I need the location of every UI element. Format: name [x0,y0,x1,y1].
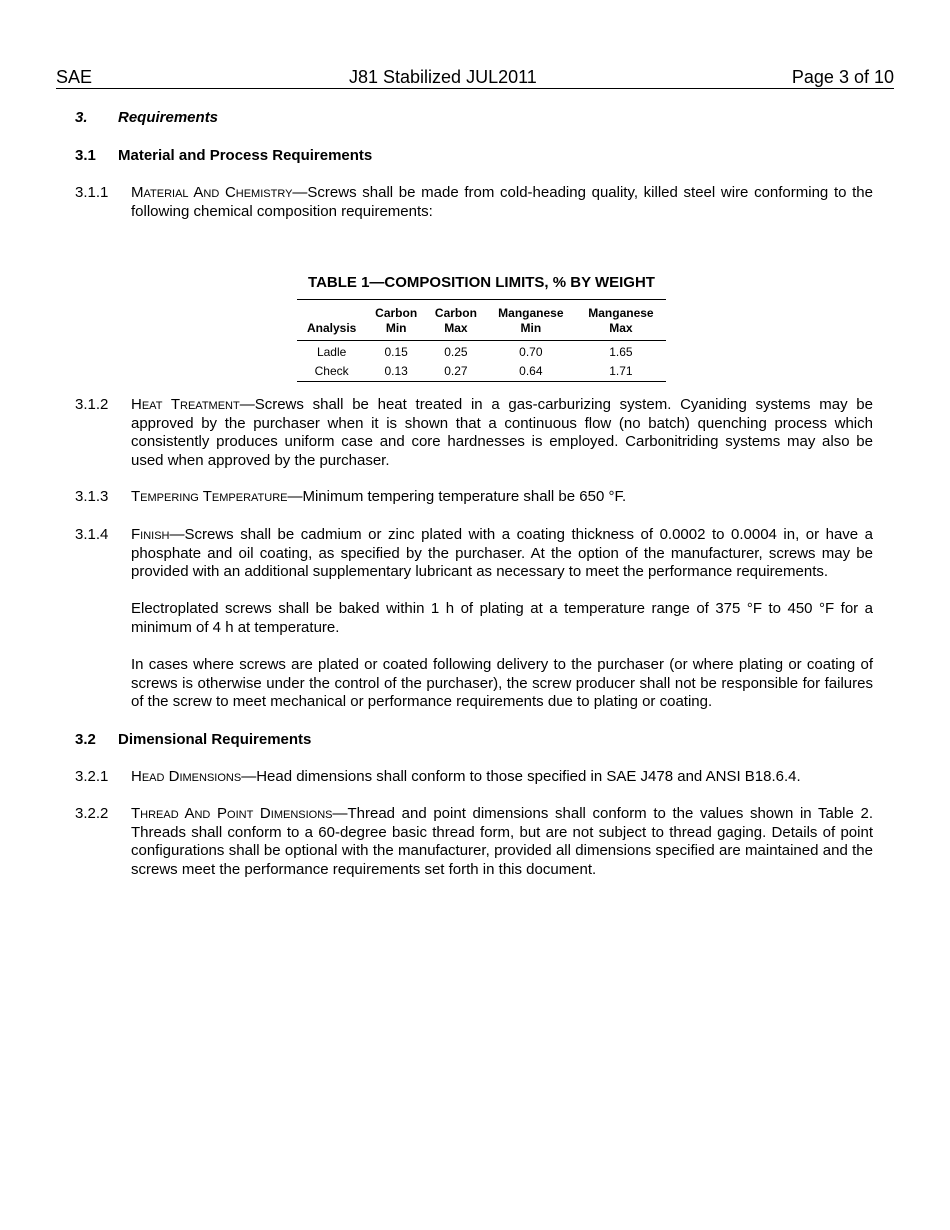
paragraph-heading: Head Dimensions [131,768,242,785]
table-cell: 0.64 [519,364,543,378]
paragraph-text: —Head dimensions shall conform to those specified in SAE J478 and ANSI B18.6.4. [241,768,801,785]
section-title: Material and Process Requirements [118,147,373,164]
paragraph-number: 3.2.2 [75,805,109,822]
paragraph-heading: Finish [131,526,170,543]
composition-table [297,299,666,382]
table-row [297,362,666,382]
section-title: Dimensional Requirements [118,731,312,748]
table-cell: 0.70 [519,345,543,359]
paragraph-body [131,805,873,879]
header-carbon-max: Carbon Max [426,300,486,341]
paragraph-plating-responsibility: In cases where screws are plated or coated following delivery to the purchaser (or where plating or coating of screws is otherwise under the control of the purchaser), the screw producer shall not be responsible for failures of the screw to meet mechanical or performance requirements due to plating or coating. [131,656,873,710]
paragraph-heading: Heat Treatment [131,396,240,413]
paragraph-3-2-2 [75,805,873,879]
table-row [297,341,666,363]
table-cell: 1.65 [609,345,633,359]
paragraph-text: —Screws shall be heat treated in a gas-carburizing system. Cyaniding systems may be approved by the purchaser when it is shown that a continuous flow (no batch) quenching process which consistently produces uniform case and core hardnesses is employed. Carbonitriding systems may also be used when approved by the purchaser. [131,396,873,469]
table-cell: 1.71 [609,364,633,378]
table-cell: 0.27 [444,364,468,378]
header-page-number: Page 3 of 10 [791,67,894,87]
paragraph-number: 3.1.4 [75,526,109,543]
paragraph-body [131,768,873,787]
table-cell: Check [314,364,349,378]
paragraph-body [131,526,873,582]
table-cell: 0.15 [384,345,408,359]
section-title: Requirements [118,109,219,126]
paragraph-3-1-3 [75,488,873,507]
paragraph-heading: Tempering Temperature [131,488,288,505]
header-manganese-max: Manganese Max [576,300,666,341]
paragraph-body [131,488,873,507]
section-number: 3. [75,109,88,126]
table-1-title: TABLE 1—COMPOSITION LIMITS, % BY WEIGHT [308,274,655,291]
paragraph-3-2-1 [75,768,873,787]
paragraph-number: 3.1.1 [75,184,109,201]
paragraph-number: 3.1.3 [75,488,109,505]
table-cell: 0.13 [384,364,408,378]
paragraph-text: —Screws shall be made from cold-heading quality, killed steel wire conforming to the following chemical composition requirements: [131,184,873,220]
paragraph-text: —Thread and point dimensions shall conform to the values shown in Table 2. Threads shall conform to a 60-degree basic thread form, but are not subject to thread gaging. Details of point configurations shall be optional with the manufacturer, provided all dimensions specified are maintained and the screws meet the performance requirements set forth in this document. [131,805,873,878]
paragraph-heading: Thread And Point Dimensions [131,805,333,822]
header-carbon-min: Carbon Min [366,300,426,341]
paragraph-text: —Minimum tempering temperature shall be 650 °F. [287,488,627,505]
paragraph-heading: Material And Chemistry [131,184,293,201]
header-doc-id: J81 Stabilized JUL2011 [349,67,537,87]
table-cell: Ladle [316,345,347,359]
paragraph-body [131,396,873,470]
header-manganese-min: Manganese Min [486,300,576,341]
table-header-row [297,300,666,341]
section-number: 3.1 [75,147,96,164]
paragraph-3-1-2 [75,396,873,470]
paragraph-3-1-4 [75,526,873,582]
paragraph-3-1-1 [75,184,873,221]
paragraph-text: —Screws shall be cadmium or zinc plated with a coating thickness of 0.0002 to 0.0004 in, or have a phosphate and oil coating, as specified by the purchaser. At the option of the manufacturer, screws may be provided with an additional supplementary lubricant as necessary to meet the performance requirements. [131,526,873,580]
table-cell: 0.25 [444,345,468,359]
section-number: 3.2 [75,731,96,748]
paragraph-electroplated: Electroplated screws shall be baked within 1 h of plating at a temperature range of 375 °F to 450 °F for a minimum of 4 h at temperature. [131,600,873,636]
page-header [56,66,894,89]
paragraph-number: 3.1.2 [75,396,109,413]
header-org: SAE [56,67,93,87]
paragraph-number: 3.2.1 [75,768,109,785]
paragraph-body [131,184,873,221]
header-analysis: Analysis [297,300,366,341]
